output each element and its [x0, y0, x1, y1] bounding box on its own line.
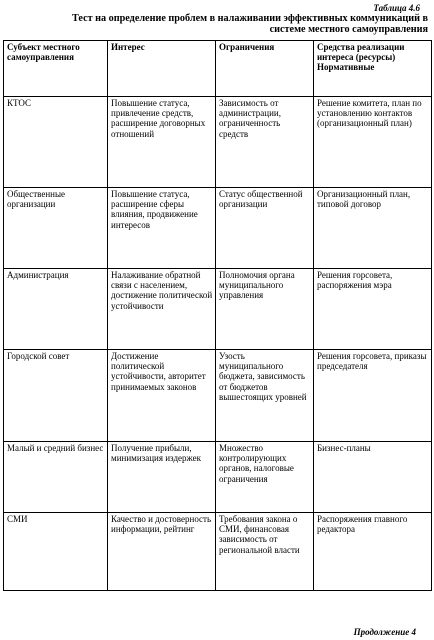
cell-interest: Налаживание обратной связи с населением, достижение политической устойчивости: [108, 269, 216, 350]
cell-limits: Зависимость от администрации, ограниченность средств: [216, 97, 314, 188]
header-limits: Ограничения: [216, 41, 314, 97]
cell-interest: Достижение политической устойчивости, авторитет принимаемых законов: [108, 350, 216, 442]
cell-means: Бизнес-планы: [314, 442, 432, 513]
header-subject: Субъект местного самоуправления: [4, 41, 108, 97]
cell-interest: Повышение статуса, привлечение средств, расширение договорных отношений: [108, 97, 216, 188]
problems-table: [3, 40, 432, 591]
cell-limits: Узость муниципального бюджета, зависимость от бюджетов вышестоящих уровней: [216, 350, 314, 442]
cell-means: Распоряжения главного редактора: [314, 513, 432, 591]
table-row: [4, 97, 432, 188]
table-title: Тест на определение проблем в налаживании эффективных коммуникаций в системе местного самоуправления: [72, 13, 428, 35]
header-interest: Интерес: [108, 41, 216, 97]
cell-means: Решения горсовета, распоряжения мэра: [314, 269, 432, 350]
cell-interest: Повышение статуса, расширение сферы влияния, продвижение интересов: [108, 188, 216, 269]
table-row: [4, 442, 432, 513]
cell-limits: Множество контролирующих органов, налоговые ограничения: [216, 442, 314, 513]
cell-subject: СМИ: [4, 513, 108, 591]
cell-limits: Статус общественной организации: [216, 188, 314, 269]
table-row: [4, 513, 432, 591]
table-row: [4, 269, 432, 350]
table-row: [4, 188, 432, 269]
cell-means: Организационный план, типовой договор: [314, 188, 432, 269]
cell-subject: Общественные организации: [4, 188, 108, 269]
cell-limits: Полномочия органа муниципального управления: [216, 269, 314, 350]
cell-interest: Получение прибыли, минимизация издержек: [108, 442, 216, 513]
cell-subject: КТОС: [4, 97, 108, 188]
table-number: Таблица 4.6: [373, 3, 420, 13]
table-header-row: [4, 41, 432, 97]
cell-subject: Городской совет: [4, 350, 108, 442]
cell-subject: Администрация: [4, 269, 108, 350]
cell-means: Решение комитета, план по установлению контактов (организационный план): [314, 97, 432, 188]
header-means: Средства реализации интереса (ресурсы) Нормативные: [314, 41, 432, 97]
cell-interest: Качество и достоверность информации, рейтинг: [108, 513, 216, 591]
cell-subject: Малый и средний бизнес: [4, 442, 108, 513]
cell-means: Решения горсовета, приказы председателя: [314, 350, 432, 442]
table-row: [4, 350, 432, 442]
continuation-label: Продолжение 4: [353, 627, 416, 637]
cell-limits: Требования закона о СМИ, финансовая зависимость от региональной власти: [216, 513, 314, 591]
